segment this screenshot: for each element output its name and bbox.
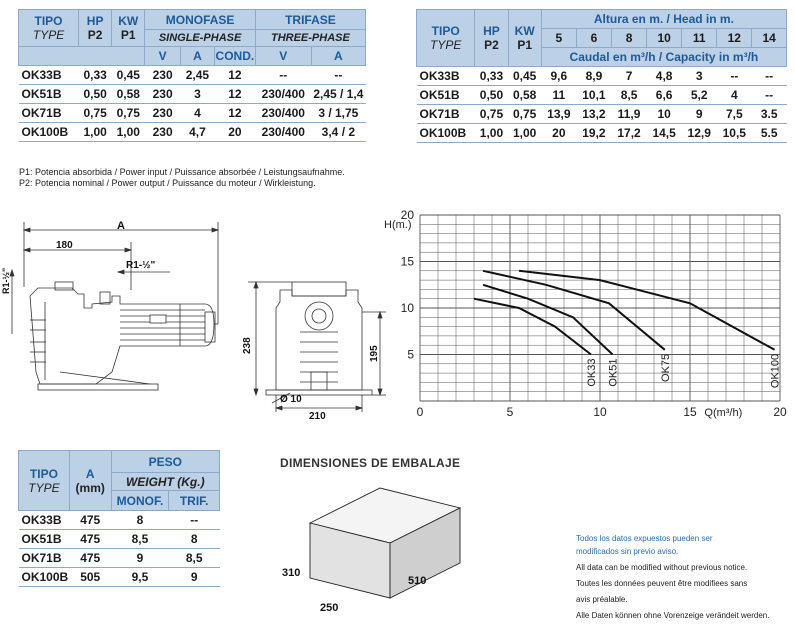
p1-label: P1 <box>517 38 533 52</box>
x-tick-label: 5 <box>506 405 514 419</box>
note-p1: P1: Potencia absorbida / Power input / Puissance absorbée / Leistungsaufnahme. <box>19 167 345 177</box>
trif-label: TRIF. <box>169 491 220 511</box>
dim-210-label: 210 <box>309 411 326 422</box>
tipo-label: TIPO <box>29 466 58 481</box>
x-tick-label: 0 <box>416 405 424 419</box>
col-tipo <box>19 10 79 47</box>
type-label: TYPE <box>429 38 462 52</box>
v-label: V <box>145 47 181 66</box>
disclaimer-de: Alle Daten können ohne Vorenzeige verändeit werden. <box>576 611 770 620</box>
x-tick-label: 15 <box>683 405 697 419</box>
cell-capacity: 4 <box>717 86 752 105</box>
packaging-box <box>300 478 470 608</box>
cell-a: 2,45 <box>180 66 214 85</box>
table-row <box>19 66 366 85</box>
disclaimer-en: All data can be modified without previous notice. <box>576 563 748 572</box>
trifase-header <box>255 10 365 30</box>
cell-hp: 0,50 <box>475 86 508 105</box>
cell-tipo: OK71B <box>19 549 70 568</box>
dim-180-label: 180 <box>56 240 73 251</box>
table-row <box>19 123 366 142</box>
cell-a3: -- <box>311 66 365 85</box>
mm-label: (mm) <box>75 480 105 495</box>
cell-tipo: OK100B <box>19 568 70 587</box>
blank-subheader <box>19 47 145 66</box>
cell-capacity: 5.5 <box>752 124 787 143</box>
v3-label: V <box>255 47 311 66</box>
a3-label: A <box>311 47 365 66</box>
cell-hp: 1,00 <box>79 123 112 142</box>
a-label: A <box>85 466 95 481</box>
caudal-header: Caudal en m³/h / Capacity in m³/h <box>541 48 786 67</box>
dim-a-label: A <box>117 220 125 232</box>
cell-hp: 0,75 <box>79 104 112 123</box>
series-label-ok33: OK33 <box>586 358 598 387</box>
y-axis-label: H(m.) <box>384 219 412 232</box>
disclaimer-fr-2: avis préalable. <box>576 595 628 604</box>
packaging-title: DIMENSIONES DE EMBALAJE <box>280 456 461 470</box>
cell-v3: 230/400 <box>255 123 311 142</box>
x-axis-label: Q(m³/h) <box>704 407 743 419</box>
monofase-header <box>145 10 256 30</box>
table-row <box>19 549 220 568</box>
p1-label: P1 <box>120 28 136 42</box>
cell-monof: 9,5 <box>111 568 169 587</box>
y-tick-label: 10 <box>400 301 414 315</box>
pack-width: 250 <box>320 602 339 614</box>
cell-a: 475 <box>69 549 111 568</box>
head-value: 5 <box>541 29 576 48</box>
monof-label: MONOF. <box>111 491 169 511</box>
disclaimer-es-1: Todos los datos expuestos pueden ser <box>576 534 713 543</box>
single-phase-label: SINGLE-PHASE <box>145 30 256 47</box>
head-value: 14 <box>752 29 787 48</box>
cell-v: 230 <box>145 123 181 142</box>
cell-cond: 12 <box>214 66 255 85</box>
cell-tipo: OK33B <box>417 67 475 86</box>
cell-capacity: 6,6 <box>647 86 682 105</box>
col-a <box>69 451 111 511</box>
cell-capacity: 12,9 <box>682 124 717 143</box>
p2-label: P2 <box>484 38 499 52</box>
cell-capacity: 8,5 <box>611 86 646 105</box>
table-row <box>417 67 787 86</box>
cell-capacity: -- <box>752 67 787 86</box>
cell-capacity: 10,1 <box>576 86 611 105</box>
series-label-ok75: OK75 <box>659 353 672 382</box>
trifase-label: TRIFASE <box>285 12 336 27</box>
cell-capacity: 13,2 <box>576 105 611 124</box>
cell-v3: 230/400 <box>255 104 311 123</box>
cell-monof: 8,5 <box>111 530 169 549</box>
cell-cond: 12 <box>214 85 255 104</box>
kw-label: KW <box>514 24 535 38</box>
cond-label: COND. <box>214 47 255 66</box>
cell-kw: 0,58 <box>112 85 145 104</box>
cell-trif: 8 <box>169 530 220 549</box>
cell-capacity: 20 <box>541 124 576 143</box>
cell-trif: -- <box>169 511 220 530</box>
electrical-table <box>18 9 366 142</box>
dim-195-label: 195 <box>369 345 380 362</box>
cell-capacity: 7 <box>611 67 646 86</box>
cell-capacity: 13,9 <box>541 105 576 124</box>
cell-tipo: OK51B <box>19 530 70 549</box>
cell-hp: 0,75 <box>475 105 508 124</box>
cell-hp: 0,33 <box>79 66 112 85</box>
cell-kw: 0,75 <box>508 105 541 124</box>
head-value: 12 <box>717 29 752 48</box>
table-row <box>417 86 787 105</box>
cell-a: 475 <box>69 511 111 530</box>
cell-tipo: OK71B <box>417 105 475 124</box>
cell-a3: 2,45 / 1,4 <box>311 85 365 104</box>
tipo-label: TIPO <box>34 14 63 28</box>
cell-capacity: 3.5 <box>752 105 787 124</box>
y-tick-label: 5 <box>407 347 414 362</box>
cell-a3: 3 / 1,75 <box>311 104 365 123</box>
cell-kw: 0,75 <box>112 104 145 123</box>
cell-monof: 9 <box>111 549 169 568</box>
table-row <box>19 530 220 549</box>
cell-capacity: 5,2 <box>682 86 717 105</box>
cell-v: 230 <box>145 85 181 104</box>
cell-a: 475 <box>69 530 111 549</box>
x-tick-label: 10 <box>593 405 607 419</box>
cell-kw: 1,00 <box>112 123 145 142</box>
series-label-ok100: OK100 <box>769 353 782 389</box>
cell-monof: 8 <box>111 511 169 530</box>
cell-tipo: OK71B <box>19 104 79 123</box>
hp-label: HP <box>86 14 104 28</box>
col-hp <box>79 10 112 47</box>
dim-238-label: 238 <box>242 337 253 354</box>
cell-capacity: -- <box>717 67 752 86</box>
cell-hp: 0,50 <box>79 85 112 104</box>
altura-header: Altura en m. / Head in m. <box>541 10 786 29</box>
weight-table <box>18 450 220 587</box>
cell-cond: 12 <box>214 104 255 123</box>
cell-tipo: OK51B <box>19 85 79 104</box>
table-row <box>19 85 366 104</box>
cell-capacity: 9 <box>682 105 717 124</box>
cell-capacity: 11 <box>541 86 576 105</box>
col-tipo <box>19 451 70 511</box>
cell-hp: 0,33 <box>475 67 508 86</box>
cell-v: 230 <box>145 104 181 123</box>
cell-capacity: 3 <box>682 67 717 86</box>
hp-label: HP <box>483 24 500 38</box>
series-line-ok51 <box>483 285 613 355</box>
table-row <box>19 511 220 530</box>
cell-tipo: OK33B <box>19 511 70 530</box>
monofase-label: MONOFASE <box>165 12 235 27</box>
cell-tipo: OK100B <box>19 123 79 142</box>
col-kw <box>112 10 145 47</box>
pump-drawing <box>0 212 400 422</box>
cell-a3: 3,4 / 2 <box>311 123 365 142</box>
cell-a: 505 <box>69 568 111 587</box>
cell-kw: 1,00 <box>508 124 541 143</box>
table-row <box>417 124 787 143</box>
cell-v3: 230/400 <box>255 85 311 104</box>
tipo-label: TIPO <box>431 24 460 38</box>
col-tipo <box>417 10 475 67</box>
three-phase-label: THREE-PHASE <box>255 30 365 47</box>
cell-capacity: 19,2 <box>576 124 611 143</box>
dim-r1-vertical-label: R1-½" <box>1 267 11 294</box>
cell-kw: 0,45 <box>112 66 145 85</box>
dim-phi-label: Ø 10 <box>280 394 302 405</box>
cell-a: 4,7 <box>180 123 214 142</box>
col-hp <box>475 10 508 67</box>
note-p2: P2: Potencia nominal / Power output / Puissance du moteur / Wirkleistung. <box>19 178 316 188</box>
col-kw <box>508 10 541 67</box>
p2-label: P2 <box>87 28 103 42</box>
x-tick-label: 20 <box>773 405 787 419</box>
cell-trif: 8,5 <box>169 549 220 568</box>
cell-capacity: 10,5 <box>717 124 752 143</box>
head-capacity-chart <box>370 205 795 430</box>
cell-capacity: 8,9 <box>576 67 611 86</box>
dim-r1-label: R1-½" <box>126 260 156 271</box>
cell-trif: 9 <box>169 568 220 587</box>
cell-capacity: 14,5 <box>647 124 682 143</box>
type-label: TYPE <box>28 480 60 495</box>
pack-length: 510 <box>408 575 427 587</box>
type-label: TYPE <box>32 28 65 42</box>
cell-tipo: OK33B <box>19 66 79 85</box>
cell-capacity: 7,5 <box>717 105 752 124</box>
head-value: 10 <box>647 29 682 48</box>
head-value: 11 <box>682 29 717 48</box>
cell-v: 230 <box>145 66 181 85</box>
cell-v3: -- <box>255 66 311 85</box>
table-row <box>19 568 220 587</box>
head-value: 6 <box>576 29 611 48</box>
y-tick-label: 20 <box>400 208 414 222</box>
pack-height: 310 <box>282 567 301 579</box>
cell-tipo: OK51B <box>417 86 475 105</box>
cell-kw: 0,45 <box>508 67 541 86</box>
disclaimer-fr-1: Toutes les données peuvent être modifiees sans <box>576 579 748 588</box>
series-label-ok51: OK51 <box>607 358 620 387</box>
cell-capacity: 10 <box>647 105 682 124</box>
cell-hp: 1,00 <box>475 124 508 143</box>
cell-capacity: 4,8 <box>647 67 682 86</box>
cell-tipo: OK100B <box>417 124 475 143</box>
y-tick-label: 15 <box>400 254 414 269</box>
cell-a: 4 <box>180 104 214 123</box>
table-row <box>19 104 366 123</box>
a-label: A <box>180 47 214 66</box>
cell-cond: 20 <box>214 123 255 142</box>
cell-kw: 0,58 <box>508 86 541 105</box>
kw-label: KW <box>118 14 139 28</box>
disclaimer-es-2: modificados sin previo aviso. <box>576 547 679 556</box>
cell-a: 3 <box>180 85 214 104</box>
cell-capacity: 9,6 <box>541 67 576 86</box>
cell-capacity: 17,2 <box>611 124 646 143</box>
peso-header: PESO <box>111 451 219 473</box>
table-row <box>417 105 787 124</box>
cell-capacity: 11,9 <box>611 105 646 124</box>
weight-header: WEIGHT (Kg.) <box>111 473 219 491</box>
head-value: 8 <box>611 29 646 48</box>
cell-capacity: -- <box>752 86 787 105</box>
performance-table <box>416 9 787 143</box>
